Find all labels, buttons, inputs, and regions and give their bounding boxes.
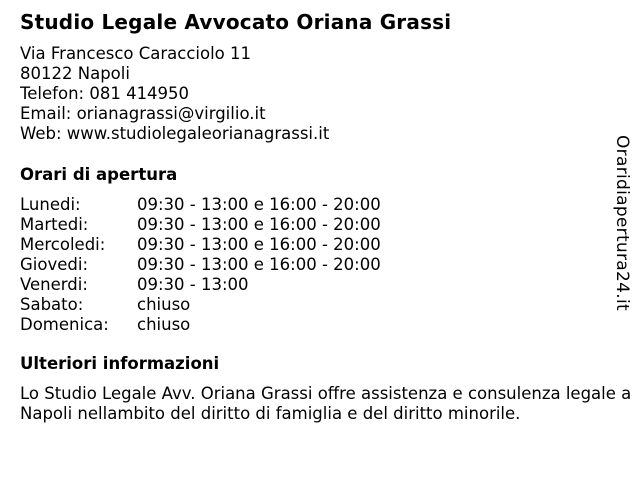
contact-block: [20, 44, 329, 144]
hours-day: Mercoledi:: [20, 235, 106, 254]
opening-hours-table: [20, 195, 381, 335]
hours-time: 09:30 - 13:00 e 16:00 - 20:00: [137, 215, 381, 234]
hours-day: Giovedi:: [20, 255, 88, 274]
hours-day: Lunedi:: [20, 195, 81, 214]
web-line: Web: www.studiolegaleorianagrassi.it: [20, 124, 330, 143]
hours-time: 09:30 - 13:00 e 16:00 - 20:00: [137, 255, 381, 274]
hours-row: [20, 195, 381, 215]
hours-row: [20, 315, 381, 335]
site-watermark: Oraridiapertura24.it: [612, 135, 632, 311]
hours-time: 09:30 - 13:00 e 16:00 - 20:00: [137, 235, 381, 254]
address-line: Via Francesco Caracciolo 11: [20, 44, 252, 63]
hours-time: chiuso: [137, 295, 191, 314]
hours-time: 09:30 - 13:00: [137, 275, 249, 294]
more-info-heading: Ulteriori informazioni: [20, 354, 220, 373]
hours-time: 09:30 - 13:00 e 16:00 - 20:00: [137, 195, 381, 214]
hours-row: [20, 235, 381, 255]
hours-day: Domenica:: [20, 315, 109, 334]
city-line: 80122 Napoli: [20, 64, 130, 83]
hours-row: [20, 215, 381, 235]
hours-day: Sabato:: [20, 295, 84, 314]
email-line: Email: orianagrassi@virgilio.it: [20, 104, 266, 123]
hours-row: [20, 255, 381, 275]
hours-time: chiuso: [137, 315, 191, 334]
hours-row: [20, 295, 381, 315]
opening-hours-heading: Orari di apertura: [20, 165, 178, 184]
hours-day: Martedi:: [20, 215, 89, 234]
page-title: Studio Legale Avvocato Oriana Grassi: [20, 10, 452, 34]
phone-line: Telefon: 081 414950: [20, 84, 190, 103]
hours-day: Venerdi:: [20, 275, 88, 294]
hours-row: [20, 275, 381, 295]
more-info-text: Lo Studio Legale Avv. Oriana Grassi offre assistenza e consulenza legale a Napoli nellambito del diritto di famiglia e del diritto minorile.: [20, 384, 632, 423]
